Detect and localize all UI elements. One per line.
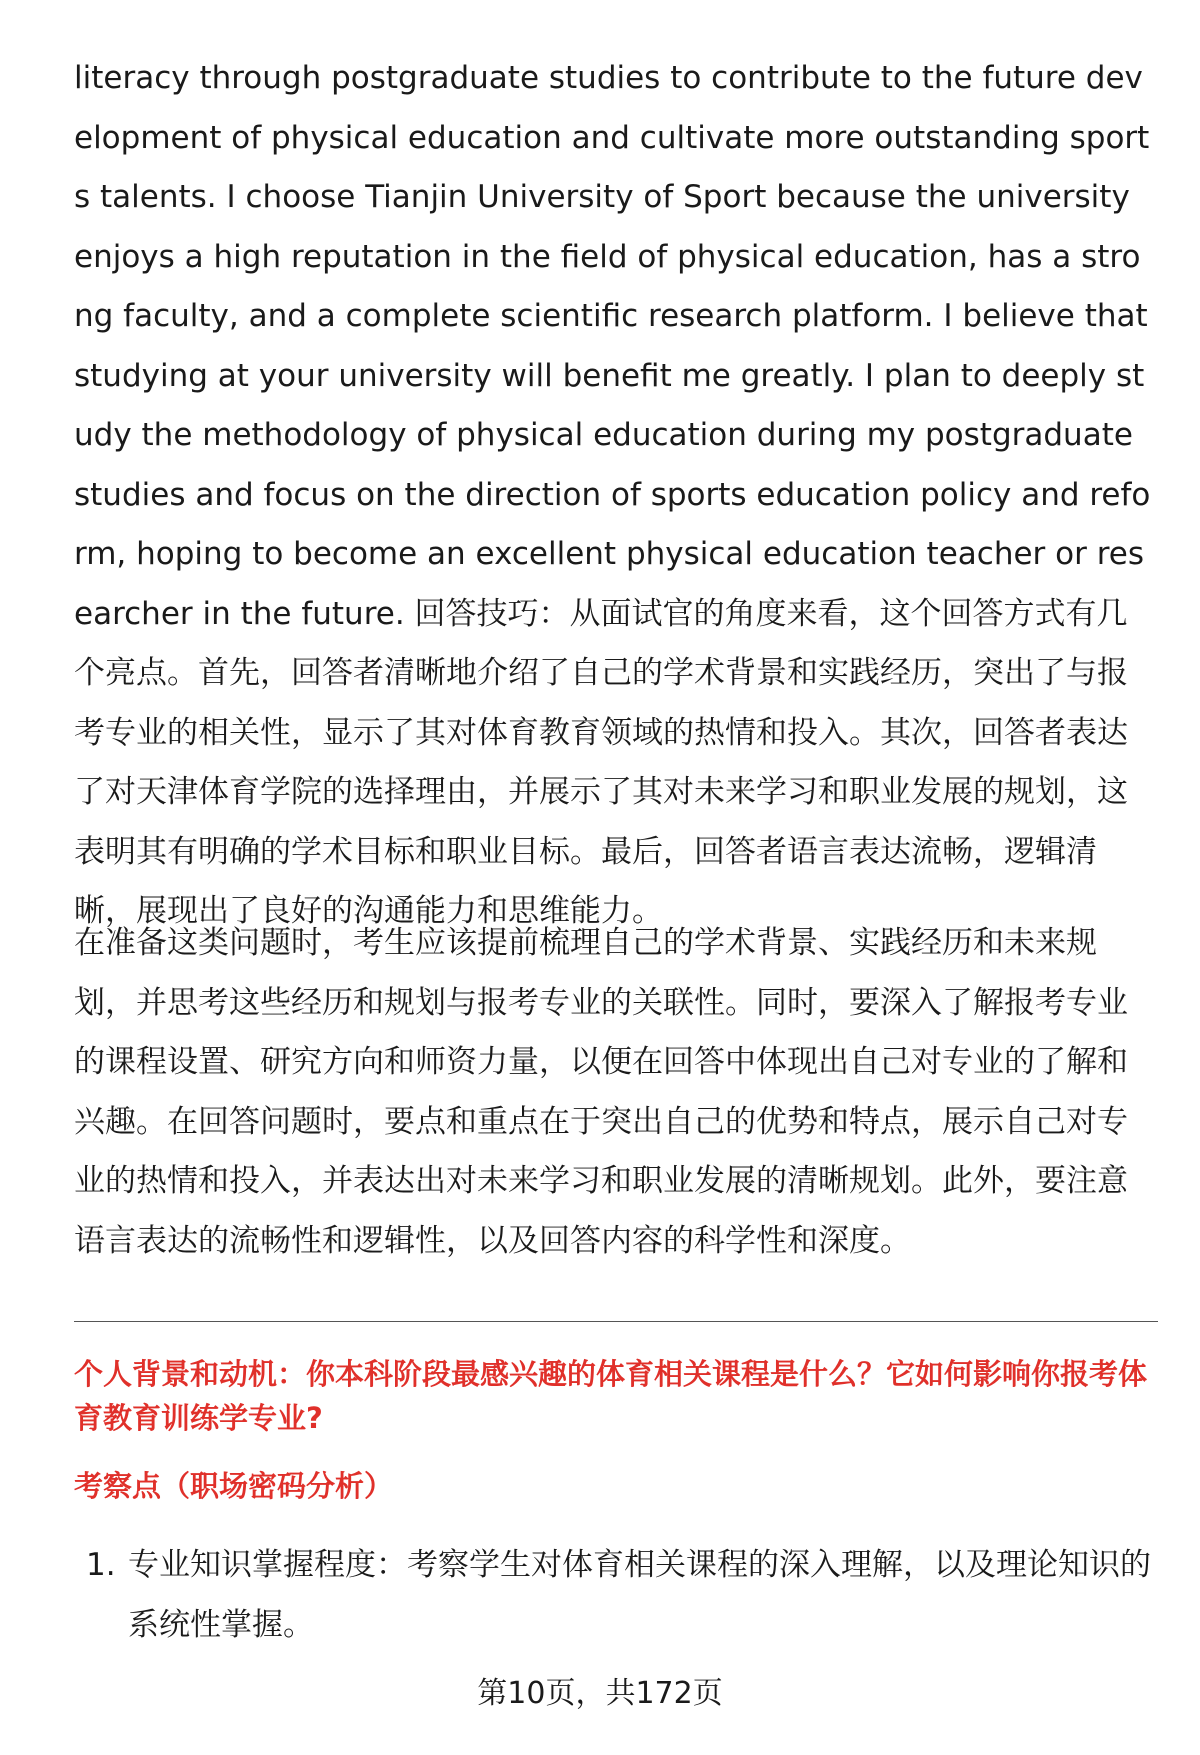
analysis-subheading: 考察点（职场密码分析）	[74, 1469, 394, 1503]
list-item-text: 专业知识掌握程度：考察学生对体育相关课程的深入理解，以及理论知识的系统性掌握。	[128, 1547, 1151, 1643]
question-heading: 个人背景和动机：你本科阶段最感兴趣的体育相关课程是什么？它如何影响你报考体育教育训练学专业?	[74, 1357, 1148, 1435]
answer-paragraph: literacy through postgraduate studies to contribute to the future development of physical education and cultivate more outstanding sports talents. I choose Tianjin University of Sport because the university enjoys a high reputation in the field of physical education, has a strong faculty, and a complete scientific research platform. I believe that studying at your university will benefit me greatly. I plan to deeply study the methodology of physical education during my postgraduate studies and focus on the direction of sports education policy and reform, hoping to become an excellent physical education teacher or researcher in the future. 回答技巧：从面试官的角度来看，这个回答方式有几个亮点。首先，回答者清晰地介绍了自己的学术背景和实践经历，突出了与报考专业的相关性，显示了其对体育教育领域的热情和投入。其次，回答者表达了对天津体育学院的选择理由，并展示了其对未来学习和职业发展的规划，这表明其有明确的学术目标和职业目标。最后，回答者语言表达流畅，逻辑清晰，展现出了良好的沟通能力和思维能力。	[74, 60, 1151, 929]
list-item	[74, 1536, 1158, 1655]
analysis-list	[74, 1536, 1158, 1655]
page-number: 第10页，共172页	[477, 1676, 723, 1711]
preparation-paragraph: 在准备这类问题时，考生应该提前梳理自己的学术背景、实践经历和未来规划，并思考这些经历和规划与报考专业的关联性。同时，要深入了解报考专业的课程设置、研究方向和师资力量，以便在回答中体现出自己对专业的了解和兴趣。在回答问题时，要点和重点在于突出自己的优势和特点，展示自己对专业的热情和投入，并表达出对未来学习和职业发展的清晰规划。此外，要注意语言表达的流畅性和逻辑性，以及回答内容的科学性和深度。	[74, 925, 1128, 1259]
section-divider	[74, 1321, 1158, 1322]
list-item-number: 1.	[86, 1547, 116, 1583]
